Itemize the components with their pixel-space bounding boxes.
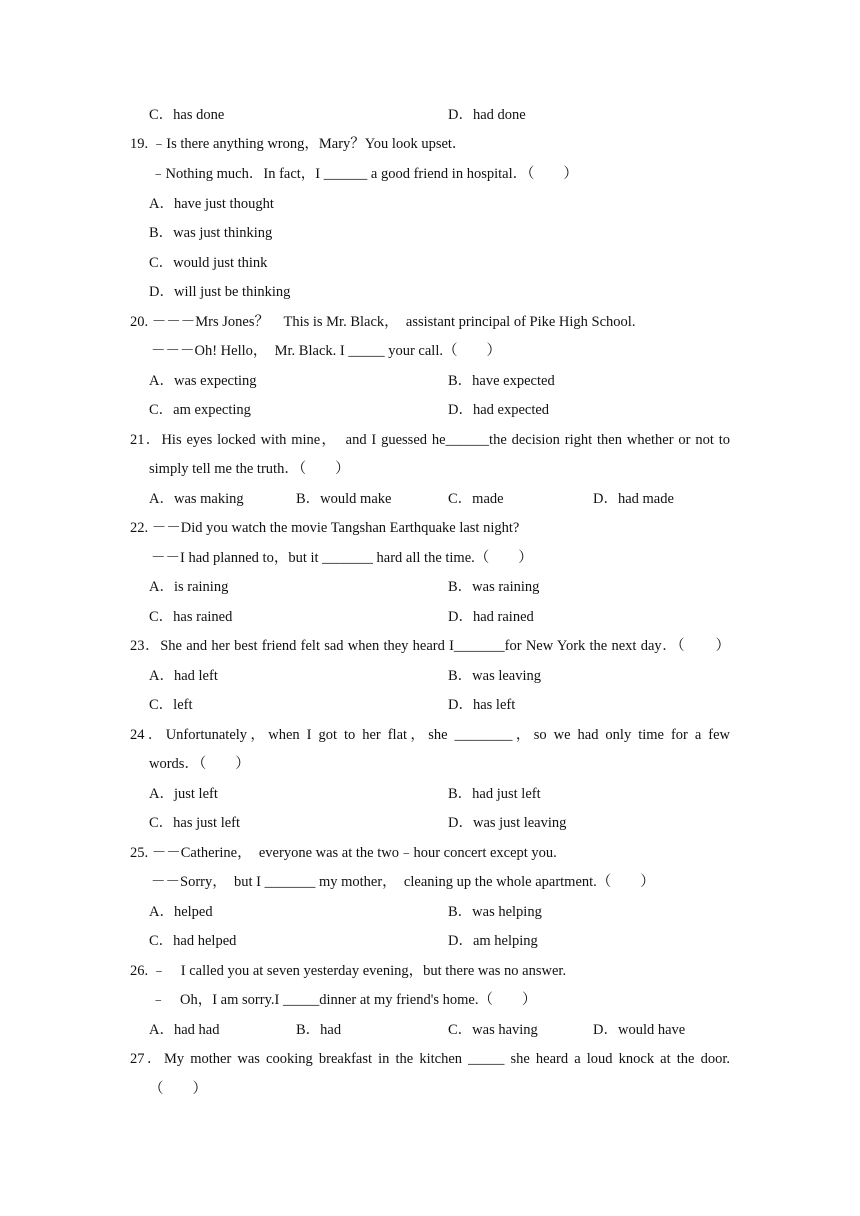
question-25-line2: －－Sorry， but I _______ my mother， cleaning up the whole apartment.（ ） — [151, 874, 655, 890]
option-d: D．had made — [593, 491, 674, 507]
option-a: A．is raining — [149, 579, 229, 595]
option-a: A．was making — [149, 491, 244, 507]
option-d: D．had rained — [448, 609, 534, 625]
option-b: B．was just thinking — [149, 225, 273, 241]
option-d: D．am helping — [448, 933, 538, 949]
option-b: B．had — [296, 1022, 342, 1038]
option-a: A．had left — [149, 668, 218, 684]
option-c: C．has rained — [149, 609, 233, 625]
question-20-stem: 20. －－－Mrs Jones？ This is Mr. Black， assistant principal of Pike High School. — [130, 314, 636, 330]
question-26-stem: 26. ﹣ I called you at seven yesterday evening，but there was no answer. — [130, 963, 567, 979]
option-c: C．left — [149, 697, 193, 713]
question-25-stem: 25. －－Catherine， everyone was at the two﹣hour concert except you. — [130, 845, 557, 861]
option-d: D．was just leaving — [448, 815, 567, 831]
question-19-line2: ﹣Nothing much．In fact，I ______ a good friend in hospital．（ ） — [151, 166, 578, 182]
question-22-line2: －－I had planned to，but it _______ hard all the time.（ ） — [151, 550, 533, 566]
option-c: C．has just left — [149, 815, 241, 831]
option-a: A．had had — [149, 1022, 220, 1038]
question-26-line2: ﹣ Oh，I am sorry.I _____dinner at my friend's home.（ ） — [151, 992, 537, 1008]
option-d: D．has left — [448, 697, 516, 713]
question-21-line2: simply tell me the truth．（ ） — [149, 461, 350, 477]
option-d: D．will just be thinking — [149, 284, 291, 300]
option-c: C．has done — [149, 107, 225, 123]
option-a: A．was expecting — [149, 373, 257, 389]
option-b: B．was leaving — [448, 668, 542, 684]
option-c: C．was having — [448, 1022, 538, 1038]
option-b: B．was raining — [448, 579, 540, 595]
option-c: C．made — [448, 491, 504, 507]
option-a: A．have just thought — [149, 196, 274, 212]
option-b: B．had just left — [448, 786, 541, 802]
question-27-line2: （ ） — [149, 1081, 207, 1097]
option-c: C．would just think — [149, 255, 268, 271]
option-c: C．am expecting — [149, 402, 251, 418]
option-d: D．would have — [593, 1022, 686, 1038]
option-a: A．just left — [149, 786, 218, 802]
option-b: B．have expected — [448, 373, 555, 389]
option-c: C．had helped — [149, 933, 237, 949]
question-23-stem: 23．She and her best friend felt sad when they heard I_______for New York the next day．（ ） — [130, 638, 730, 654]
question-19-stem: 19. ﹣Is there anything wrong，Mary？You look upset． — [130, 136, 467, 152]
option-d: D．had expected — [448, 402, 550, 418]
question-21-stem: 21．His eyes locked with mine， and I guessed he______the decision right then whether or not to — [130, 432, 730, 448]
option-b: B．would make — [296, 491, 392, 507]
question-24-stem: 24．Unfortunately，when I got to her flat，she ________，so we had only time for a few — [130, 727, 730, 743]
question-20-line2: －－－Oh! Hello， Mr. Black. I _____ your call.（ ） — [151, 343, 501, 359]
option-b: B．was helping — [448, 904, 542, 920]
option-a: A．helped — [149, 904, 213, 920]
option-d: D．had done — [448, 107, 526, 123]
question-22-stem: 22. －－Did you watch the movie Tangshan Earthquake last night? — [130, 520, 520, 536]
question-27-stem: 27．My mother was cooking breakfast in the kitchen _____ she heard a loud knock at the door. — [130, 1051, 730, 1067]
question-24-line2: words．（ ） — [149, 756, 250, 772]
